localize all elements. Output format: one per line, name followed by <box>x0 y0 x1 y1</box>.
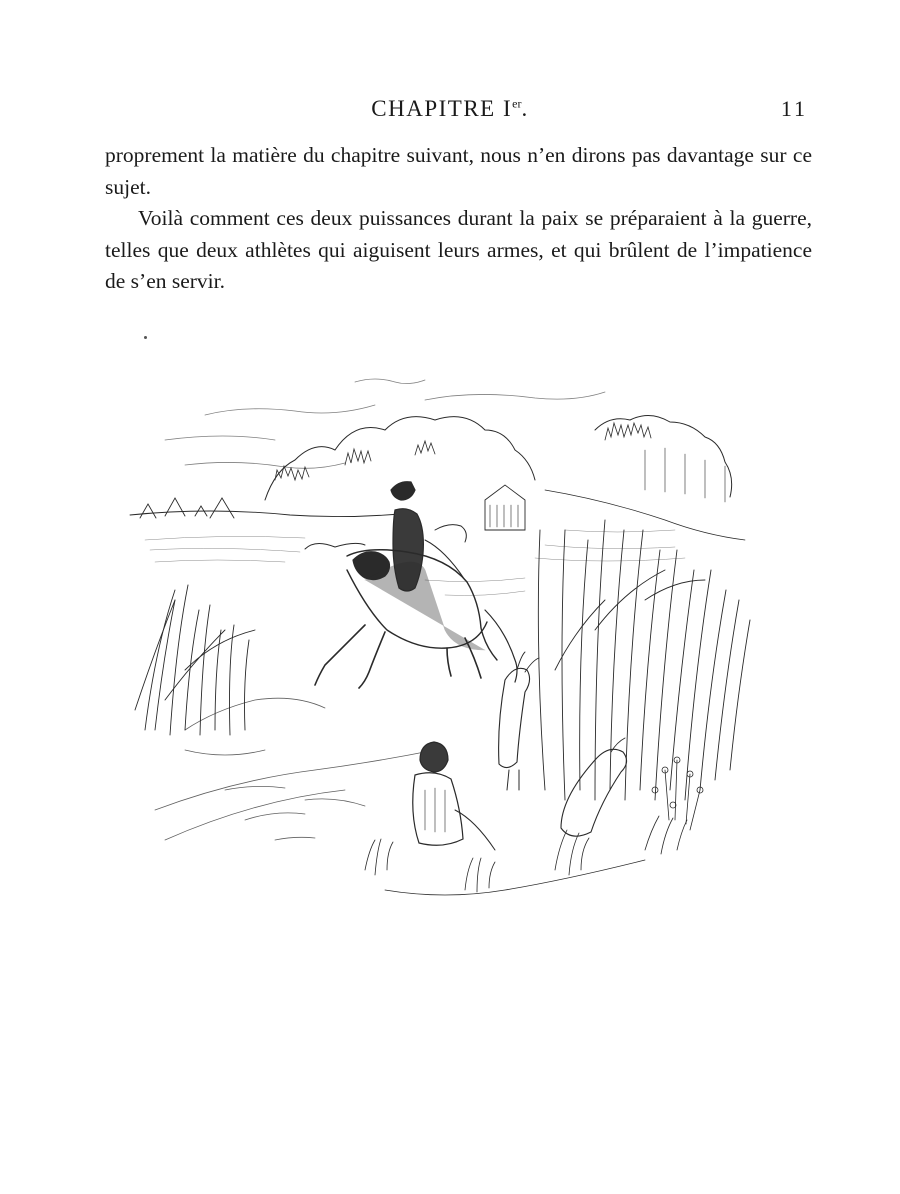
paragraph-continuation: proprement la matière du chapitre suivant, nous n’en dirons pas davantage sur ce sujet. <box>105 143 812 199</box>
sky-clouds <box>165 379 605 468</box>
engraving-illustration <box>125 370 780 930</box>
goat-standing <box>499 652 539 790</box>
chapter-title <box>0 96 900 122</box>
foreground-grass <box>365 816 687 895</box>
body-text <box>105 140 812 298</box>
horizon-village <box>130 485 745 540</box>
dirt-path <box>155 698 435 840</box>
paragraph: Voilà comment ces deux puissances durant la paix se préparaient à la guerre, telles que deux athlètes qui aiguisent leurs armes, et qui brûlent de l’impatience de s’en servir. <box>105 206 812 293</box>
seated-child <box>413 742 495 850</box>
running-head <box>0 94 900 128</box>
chapter-title-text: CHAPITRE I <box>371 96 513 121</box>
wildflowers <box>652 757 703 830</box>
left-tall-grass <box>135 585 255 735</box>
distant-trees <box>265 415 732 502</box>
chapter-title-superscript: er <box>512 96 522 111</box>
engraving-svg <box>125 370 780 930</box>
chapter-title-period: . <box>521 96 529 121</box>
goat-lying <box>561 738 627 836</box>
page-number: 11 <box>780 96 808 121</box>
right-tall-grass <box>538 520 750 800</box>
stray-ink-dot <box>144 336 147 339</box>
